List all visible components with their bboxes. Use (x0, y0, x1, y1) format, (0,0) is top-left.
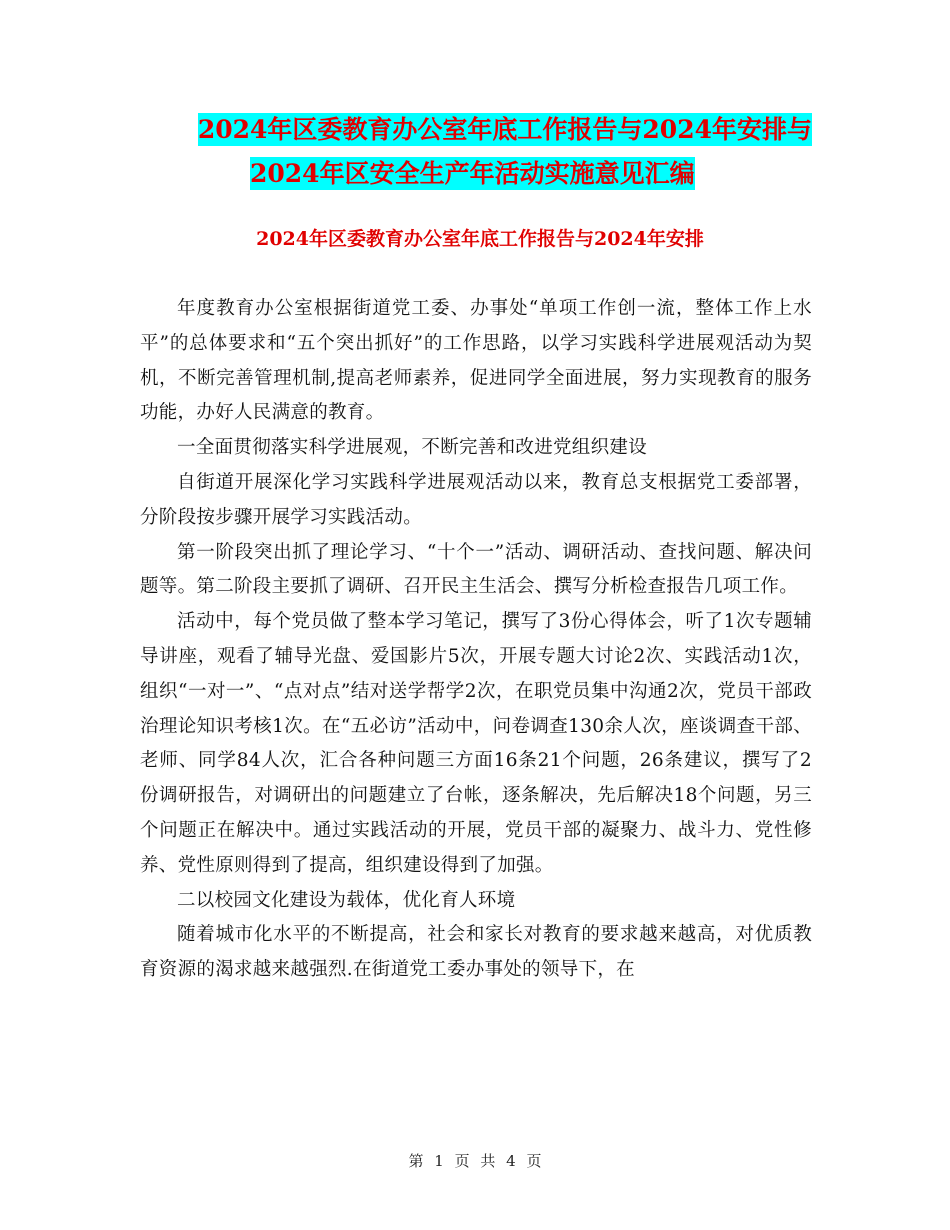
paragraph: 自街道开展深化学习实践科学进展观活动以来，教育总支根据党工委部署，分阶段按步骤开展学习实践活动。 (140, 471, 812, 528)
paragraph: 一全面贯彻落实科学进展观，不断完善和改进党组织建设 (177, 437, 648, 459)
paragraph: 随着城市化水平的不断提高，社会和家长对教育的要求越来越高，对优质教育资源的渴求越来越强烈.在街道党工委办事处的领导下，在 (140, 924, 812, 981)
paragraph: 二以校园文化建设为载体，优化育人环境 (177, 889, 516, 911)
document-title (140, 108, 850, 196)
page-footer: 第 1 页 共 4 页 (408, 1152, 542, 1170)
section-title: 2024年区委教育办公室年底工作报告与2024年安排 (256, 228, 704, 250)
document-body (140, 292, 812, 988)
paragraph: 年度教育办公室根据街道党工委、办事处“单项工作创一流，整体工作上水平”的总体要求和“五个突出抓好”的工作思路，以学习实践科学进展观活动为契机，不断完善管理机制,提高老师素养，促进同学全面进展，努力实现教育的服务功能，办好人民满意的教育。 (140, 298, 812, 424)
document-title-line-2: 2024年区安全生产年活动实施意见汇编 (250, 159, 695, 188)
paragraph: 第一阶段突出抓了理论学习、“十个一”活动、调研活动、查找问题、解决问题等。第二阶段主要抓了调研、召开民主生活会、撰写分析检查报告几项工作。 (140, 541, 812, 598)
document-title-line-1: 2024年区委教育办公室年底工作报告与2024年安排与 (197, 115, 812, 144)
paragraph: 活动中，每个党员做了整本学习笔记，撰写了3份心得体会，听了1次专题辅导讲座，观看了辅导光盘、爱国影片5次，开展专题大讨论2次、实践活动1次，组织“一对一”、“点对点”结对送学帮学2次，在职党员集中沟通2次，党员干部政治理论知识考核1次。在“五必访”活动中，问卷调查130余人次，座谈调查干部、老师、同学84人次，汇合各种问题三方面16条21个问题，26条建议，撰写了2份调研报告，对调研出的问题建立了台帐，逐条解决，先后解决18个问题，另三个问题正在解决中。通过实践活动的开展，党员干部的凝聚力、战斗力、党性修养、党性原则得到了提高，组织建设得到了加强。 (140, 611, 812, 876)
